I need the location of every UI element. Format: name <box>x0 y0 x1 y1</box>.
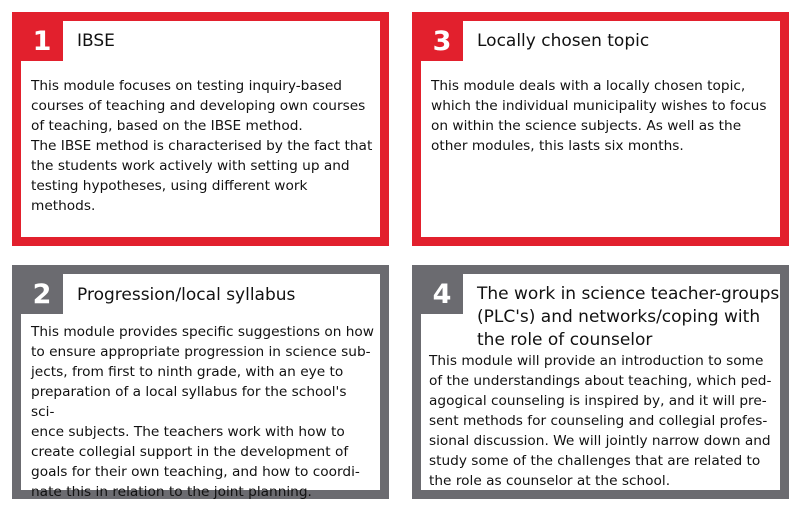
module-text-3: This module deals with a locally chosen topic, which the individual municipality wishes to focus on within the science subjects. As well as the other modules, this lasts six months. <box>431 78 767 154</box>
module-title-2: Progression/local syllabus <box>77 285 296 305</box>
module-text-2: This module provides specific suggestions on how to ensure appropriate progression in science sub- jects, from first to ninth grade, with an eye to preparation of a local syllabus for the school's sci- ence subjects. The teachers work with how to create collegial support in the development of goals for their own teaching, and how to coordi- nate this in relation to the joint planning. <box>31 324 374 500</box>
module-number-4: 4 <box>421 274 463 314</box>
module-number-1: 1 <box>21 21 63 61</box>
module-card-4 <box>412 265 789 499</box>
module-title-1: IBSE <box>77 31 115 51</box>
module-card-3 <box>412 12 789 246</box>
module-title-4: The work in science teacher-groups (PLC's) and networks/coping with the role of counselor <box>477 284 780 350</box>
module-text-4: This module will provide an introduction to some of the understandings about teaching, which ped- agogical counseling is inspired by, and it will pre- sent methods for counseling and collegial profes- sional discussion. We will jointly narrow down and study some of the challenges that are related to the role as counselor at the school. <box>429 353 772 489</box>
module-text-1: This module focuses on testing inquiry-based courses of teaching and developing own courses of teaching, based on the IBSE method. The IBSE method is characterised by the fact that the students work actively with setting up and testing hypotheses, using different work methods. <box>31 78 373 214</box>
module-title-3: Locally chosen topic <box>477 31 650 51</box>
module-number-2: 2 <box>21 274 63 314</box>
module-card-1 <box>12 12 389 246</box>
module-card-2 <box>12 265 389 499</box>
module-number-3: 3 <box>421 21 463 61</box>
